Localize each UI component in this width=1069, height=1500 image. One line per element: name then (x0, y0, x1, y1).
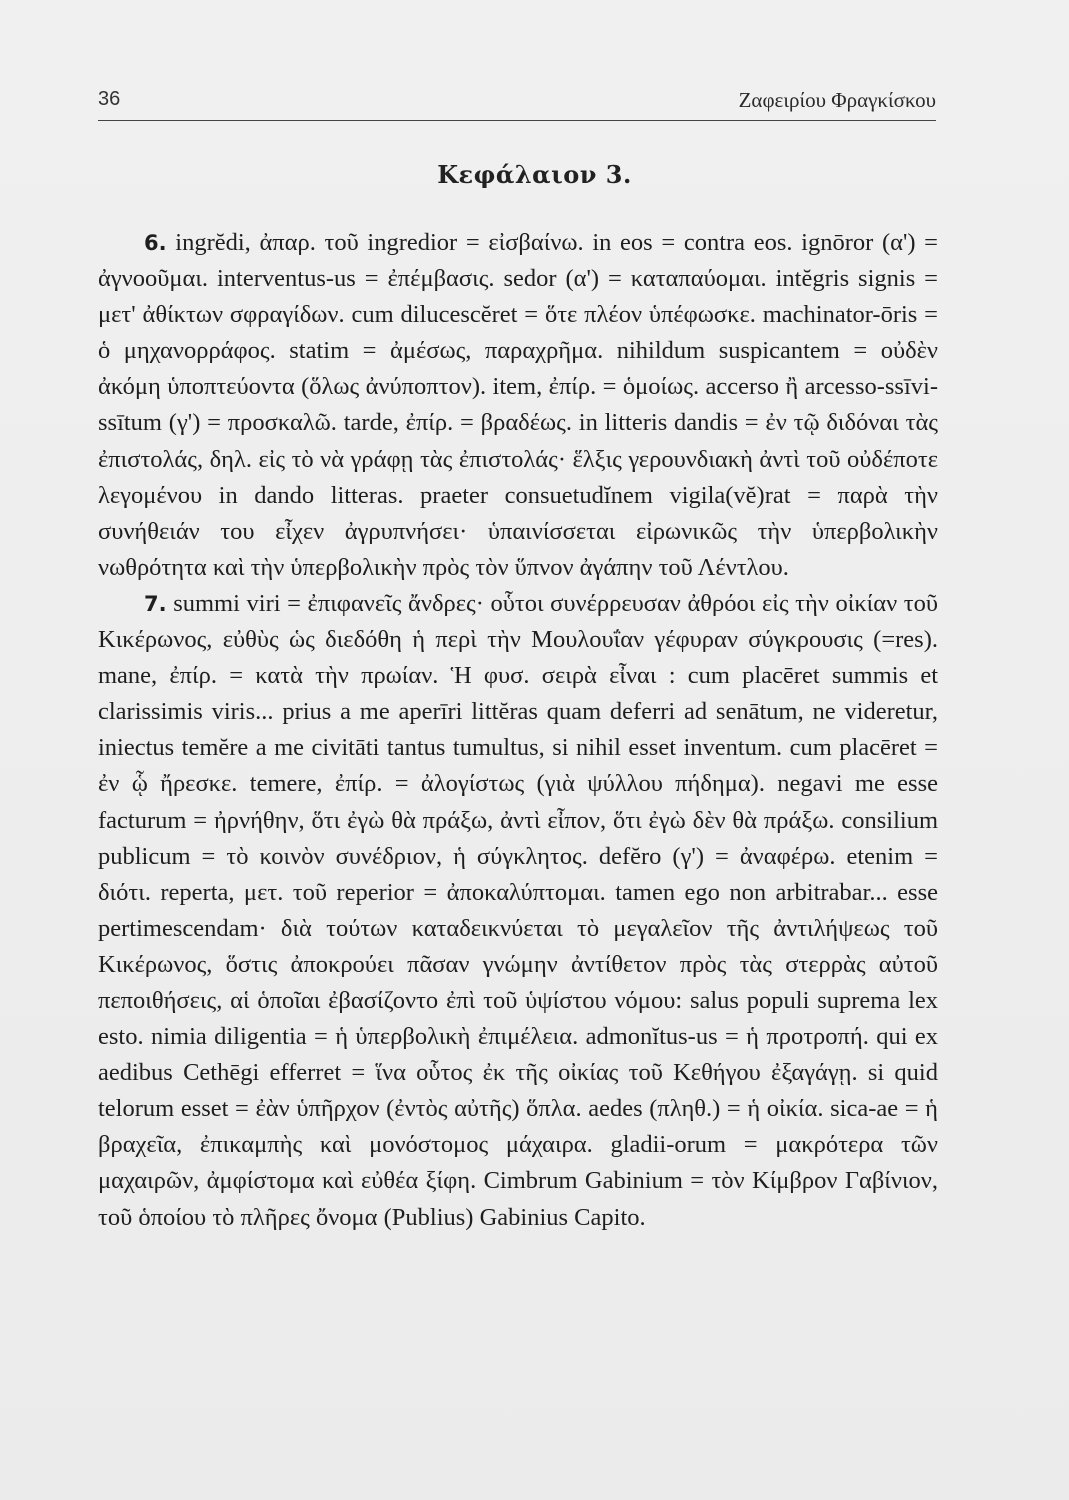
running-head: Ζαφειρίου Φραγκίσκου (738, 88, 936, 112)
page-header (98, 88, 936, 121)
paragraph-text: ingrĕdi, ἀπαρ. τοῦ ingredior = εἰσβαίνω. in eos = contra eos. ignōror (α') = ἀγνοοῦμαι. interventus-us = ἐπέμβασις. sedor (α') = καταπαύομαι. intĕgris signis = μετ' ἀθίκτων σφραγίδων. cum dilucescĕret = ὅτε πλέον ὑπέφωσκε. machinator-ōris = ὁ μηχανορράφος. statim = ἀμέσως, παραχρῆμα. nihildum suspicantem = οὐδὲν ἀκόμη ὑποπτεύοντα (ὅλως ἀνύποπτον). item, ἐπίρ. = ὁμοίως. accerso ἢ arcesso-ssīvi-ssītum (γ') = προσκαλῶ. tarde, ἐπίρ. = βραδέως. in litteris dandis = ἐν τῷ διδόναι τὰς ἐπιστολάς, δηλ. εἰς τὸ νὰ γράφῃ τὰς ἐπιστολάς· ἕλξις γερουνδιακὴ ἀντὶ τοῦ οὐδέποτε λεγομένου in dando litteras. praeter consuetudĭnem vigila(vĕ)rat = παρὰ τὴν συνήθειάν του εἶχεν ἀγρυπνήσει· ὑπαινίσσεται εἰρωνικῶς τὴν ὑπερβολικὴν νωθρότητα καὶ τὴν ὑπερβολικὴν πρὸς τὸν ὕπνον ἀγάπην τοῦ Λέντλου. (98, 229, 938, 581)
paragraph-6 (98, 225, 938, 586)
section-number: 6. (144, 231, 167, 255)
paragraph-text: summi viri = ἐπιφανεῖς ἄνδρες· οὗτοι συνέρρευσαν ἀθρόοι εἰς τὴν οἰκίαν τοῦ Κικέρωνος, εὐθὺς ὡς διεδόθη ἡ περὶ τὴν Μουλουΐαν γέφυραν σύγκρουσις (=res). mane, ἐπίρ. = κατὰ τὴν πρωίαν. Ἡ φυσ. σειρὰ εἶναι : cum placēret summis et clarissimis viris... prius a me aperīri littĕras quam deferri ad senātum, ne videretur, iniectus temĕre a me civitāti tantus tumultus, si nihil esset inventum. cum placēret = ἐν ᾧ ἤρεσκε. temere, ἐπίρ. = ἀλογίστως (γιὰ ψύλλου πήδημα). negavi me esse facturum = ἠρνήθην, ὅτι ἐγὼ θὰ πράξω, ἀντὶ εἶπον, ὅτι ἐγὼ δὲν θὰ πράξω. consilium publicum = τὸ κοινὸν συνέδριον, ἡ σύγκλητος. defĕro (γ') = ἀναφέρω. etenim = διότι. reperta, μετ. τοῦ reperior = ἀποκαλύπτομαι. tamen ego non arbitrabar... esse pertimescendam· διὰ τούτων καταδεικνύεται τὸ μεγαλεῖον τῆς ἀντιλήψεως τοῦ Κικέρωνος, ὅστις ἀποκρούει πᾶσαν γνώμην ἀντίθετον πρὸς τὰς στερρὰς αὐτοῦ πεποιθήσεις, αἱ ὁποῖαι ἐβασίζοντο ἐπὶ τοῦ ὑψίστου νόμου: salus populi suprema lex esto. nimia diligentia = ἡ ὑπερβολικὴ ἐπιμέλεια. admonĭtus-us = ἡ προτροπή. qui ex aedibus Cethēgi efferret = ἵνα οὗτος ἐκ τῆς οἰκίας τοῦ Κεθήγου ἐξαγάγῃ. si quid telorum esset = ἐὰν ὑπῆρχον (ἐντὸς αὐτῆς) ὅπλα. aedes (πληθ.) = ἡ οἰκία. sica-ae = ἡ βραχεῖα, ἐπικαμπὴς καὶ μονόστομος μάχαιρα. gladii-orum = μακρότερα τῶν μαχαιρῶν, ἀμφίστομα καὶ εὐθέα ξίφη. Cimbrum Gabinium = τὸν Κίμβρον Γαβίνιον, τοῦ ὁποίου τὸ πλῆρες ὄνομα (Publius) Gabinius Capito. (98, 589, 938, 1231)
section-number: 7. (144, 591, 167, 616)
page-number: 36 (98, 88, 121, 110)
body-text (98, 225, 938, 1236)
chapter-title: Κεφάλαιον 3. (437, 160, 632, 189)
paragraph-7 (98, 586, 938, 1236)
